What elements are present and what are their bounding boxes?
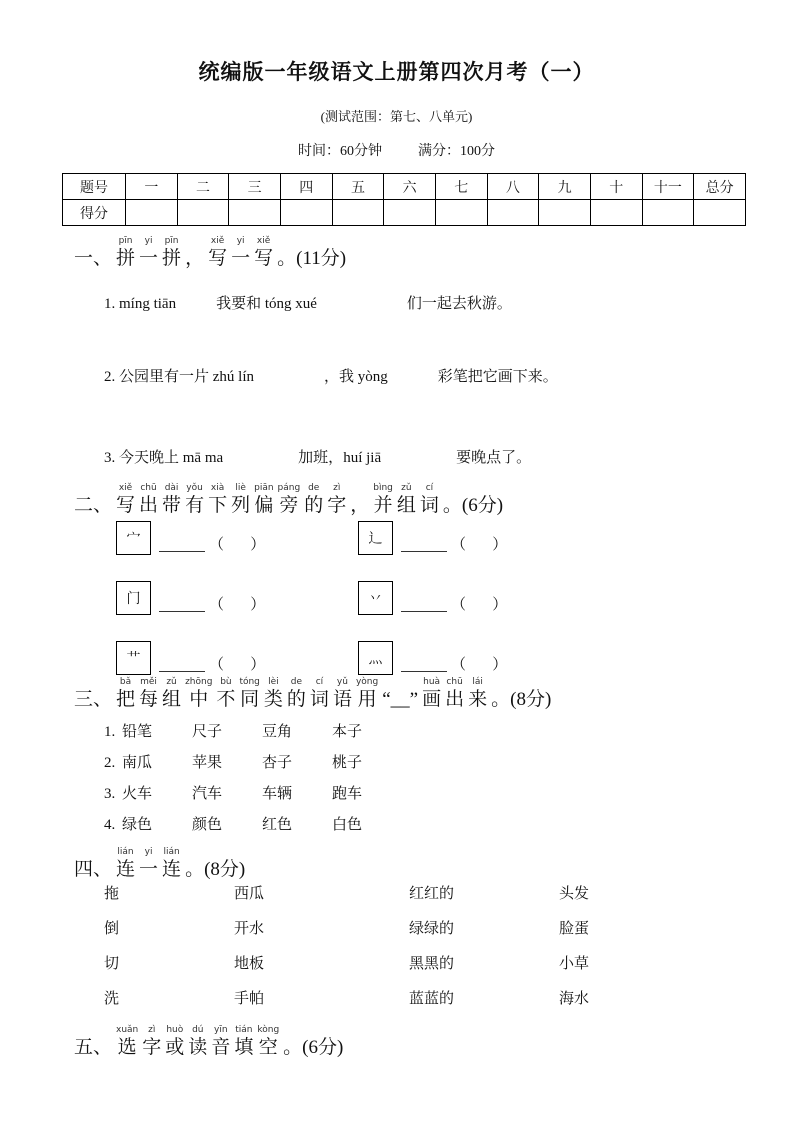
score-input-cell xyxy=(487,200,539,226)
hanzi-text: 一 xyxy=(231,248,251,269)
word-parentheses: （ ） xyxy=(209,537,266,553)
section-5-heading xyxy=(74,1025,793,1059)
hanzi-text: 字 xyxy=(327,495,347,516)
hanzi-text: 中 xyxy=(189,689,209,710)
ruby-word xyxy=(231,483,250,517)
radical-box: 丷 xyxy=(358,581,393,615)
answer-blank xyxy=(254,380,324,381)
score-input-cell xyxy=(539,200,591,226)
hanzi-text: 类 xyxy=(263,689,283,710)
radical-item xyxy=(358,641,600,675)
ruby-word xyxy=(139,236,158,270)
radical-box: 辶 xyxy=(358,521,393,555)
row-number: 3. xyxy=(104,786,116,802)
pinyin-annotation: xià xyxy=(210,483,225,493)
pinyin-annotation: bǎ xyxy=(119,677,132,687)
ruby-word xyxy=(443,483,503,517)
match-word: 小草 xyxy=(559,956,590,972)
radical-box: 宀 xyxy=(116,521,151,555)
hanzi-text: 拼 xyxy=(162,248,182,269)
row-number: 2. xyxy=(104,755,116,771)
pinyin-annotation: yi xyxy=(144,847,153,857)
ruby-word xyxy=(231,236,250,270)
score-input-cell xyxy=(384,200,436,226)
answer-line xyxy=(401,549,447,552)
ruby-word xyxy=(277,236,346,270)
sentence-text: 3. 今天晚上 xyxy=(104,450,183,466)
match-word: 拖 xyxy=(104,886,120,902)
ruby-word xyxy=(445,677,464,711)
section-3-heading xyxy=(74,677,793,711)
hanzi-text: 填 xyxy=(234,1037,254,1058)
hanzi-text: 出 xyxy=(445,689,465,710)
radical-row xyxy=(116,581,793,615)
match-word: 开水 xyxy=(234,921,265,937)
score-input-cell xyxy=(694,200,746,226)
match-row xyxy=(104,885,793,904)
score-table-header-cell: 总分 xyxy=(694,174,746,200)
hanzi-text: 写 xyxy=(208,248,228,269)
match-word: 蓝蓝的 xyxy=(409,991,455,1007)
answer-line xyxy=(159,609,205,612)
pinyin-annotation: měi xyxy=(140,677,157,687)
pinyin-annotation: kòng xyxy=(257,1025,280,1035)
ruby-word xyxy=(373,483,393,517)
pinyin-annotation: lián xyxy=(117,847,134,857)
pinyin-annotation: chū xyxy=(140,483,157,493)
pinyin-annotation: lái xyxy=(472,677,483,687)
hanzi-text: 把 xyxy=(116,689,136,710)
match-row xyxy=(104,920,793,939)
word: 杏子 xyxy=(262,755,293,771)
sentence-text: 彩笔把它画下来。 xyxy=(437,369,558,385)
pinyin-annotation: huò xyxy=(166,1025,184,1035)
ruby-word xyxy=(264,677,283,711)
score-input-cell xyxy=(332,200,384,226)
answer-line xyxy=(401,669,447,672)
ruby-word xyxy=(327,483,346,517)
word: 尺子 xyxy=(192,724,223,740)
pinyin-annotation: tóng xyxy=(239,677,260,687)
ruby-word xyxy=(422,677,441,711)
hanzi-text: 或 xyxy=(165,1037,185,1058)
sentence-text: ，我 xyxy=(324,369,358,385)
hanzi-text: 有 xyxy=(185,495,205,516)
radical-box: 艹 xyxy=(116,641,151,675)
hanzi-text: 下 xyxy=(208,495,228,516)
test-scope: (测试范围：第七、八单元) xyxy=(320,109,473,124)
score-table-header-cell: 五 xyxy=(332,174,384,200)
hanzi-text: 语 xyxy=(332,689,352,710)
ruby-word xyxy=(491,677,551,711)
word-group-row xyxy=(104,816,793,835)
sentence-text: 们一起去秋游。 xyxy=(406,296,512,312)
ruby-word xyxy=(239,677,259,711)
hanzi-text: 二、 xyxy=(74,495,113,516)
pinyin-annotation: yǒu xyxy=(186,483,203,493)
ruby-word xyxy=(116,236,135,270)
answer-blank xyxy=(388,380,438,381)
section-1-body xyxy=(0,294,793,469)
pinyin-annotation: chū xyxy=(446,677,463,687)
hanzi-text: “__” xyxy=(382,689,419,710)
hanzi-text: 旁 xyxy=(279,495,299,516)
section-1-heading xyxy=(74,236,793,270)
score-table-header-cell: 九 xyxy=(539,174,591,200)
hanzi-text: 一 xyxy=(139,248,159,269)
score-input-cell xyxy=(229,200,281,226)
pinyin-annotation: pīn xyxy=(118,236,133,246)
match-word: 手帕 xyxy=(234,991,265,1007)
radical-box: 灬 xyxy=(358,641,393,675)
ruby-word xyxy=(310,677,329,711)
word-parentheses: （ ） xyxy=(209,657,266,673)
ruby-word xyxy=(211,1025,230,1059)
match-word: 头发 xyxy=(559,886,590,902)
ruby-word xyxy=(356,677,378,711)
ruby-word xyxy=(304,483,323,517)
ruby-word xyxy=(162,677,181,711)
hanzi-text: 组 xyxy=(162,689,182,710)
score-table-header-cell: 六 xyxy=(384,174,436,200)
ruby-word xyxy=(216,677,235,711)
hanzi-text: 偏 xyxy=(254,495,274,516)
hanzi-text: 。(6分) xyxy=(442,495,504,516)
word: 绿色 xyxy=(122,817,153,833)
pinyin-annotation: zì xyxy=(333,483,341,493)
pinyin-word: yòng xyxy=(357,369,388,385)
word-group-row xyxy=(104,785,793,804)
pinyin-word: míng tiān xyxy=(119,296,177,312)
hanzi-text: 组 xyxy=(396,495,416,516)
sentence-text: 我要和 xyxy=(216,296,265,312)
ruby-word xyxy=(74,236,112,270)
hanzi-text: 。(8分) xyxy=(185,859,246,880)
hanzi-text: 出 xyxy=(139,495,159,516)
word: 铅笔 xyxy=(122,724,153,740)
ruby-word xyxy=(420,483,439,517)
word-parentheses: （ ） xyxy=(451,657,508,673)
word-parentheses: （ ） xyxy=(451,597,508,613)
hanzi-text: 的 xyxy=(304,495,324,516)
hanzi-text: 。(8分) xyxy=(491,689,552,710)
pinyin-annotation: yi xyxy=(144,236,153,246)
ruby-word xyxy=(333,677,352,711)
pinyin-annotation: lèi xyxy=(268,677,279,687)
ruby-word xyxy=(162,236,181,270)
pinyin-word: tóng xué xyxy=(264,296,317,312)
hanzi-text: 并 xyxy=(373,495,393,516)
match-word: 脸蛋 xyxy=(559,921,590,937)
match-row xyxy=(104,990,793,1009)
pinyin-annotation: dài xyxy=(164,483,179,493)
match-word: 黑黑的 xyxy=(409,956,455,972)
pinyin-annotation: dú xyxy=(192,1025,204,1035)
radical-row xyxy=(116,521,793,555)
score-input-cell xyxy=(435,200,487,226)
hanzi-text: 写 xyxy=(116,495,136,516)
pinyin-annotation: piān xyxy=(254,483,274,493)
score-input-cell xyxy=(590,200,642,226)
hanzi-text: ， xyxy=(185,248,205,269)
section-2-heading xyxy=(74,483,793,517)
score-table-header-cell: 八 xyxy=(487,174,539,200)
pinyin-annotation: xiě xyxy=(256,236,271,246)
pinyin-annotation: zhōng xyxy=(185,677,213,687)
ruby-word xyxy=(287,677,306,711)
ruby-word xyxy=(185,236,204,270)
match-word: 倒 xyxy=(104,921,120,937)
fill-in-sentence xyxy=(104,294,793,315)
row-number: 1. xyxy=(104,724,116,740)
section-4-body xyxy=(104,885,793,1009)
ruby-word xyxy=(162,847,181,881)
word: 桃子 xyxy=(332,755,363,771)
hanzi-text: 用 xyxy=(357,689,377,710)
pinyin-annotation: lián xyxy=(163,847,180,857)
sentence-text: 2. 公园里有一片 xyxy=(104,369,213,385)
ruby-word xyxy=(350,483,369,517)
pinyin-annotation: bìng xyxy=(373,483,393,493)
ruby-word xyxy=(116,1025,138,1059)
pinyin-annotation: xuǎn xyxy=(116,1025,139,1035)
hanzi-text: 音 xyxy=(211,1037,231,1058)
hanzi-text: 连 xyxy=(162,859,182,880)
pinyin-annotation: yǔ xyxy=(336,677,348,687)
hanzi-text: 四、 xyxy=(74,859,113,880)
pinyin-annotation: tián xyxy=(235,1025,253,1035)
hanzi-text: 三、 xyxy=(74,689,113,710)
hanzi-text: 列 xyxy=(231,495,251,516)
pinyin-annotation: pīn xyxy=(164,236,179,246)
pinyin-annotation: yīn xyxy=(214,1025,228,1035)
answer-blank xyxy=(176,307,216,308)
hanzi-text: 。(11分) xyxy=(277,248,347,269)
section-4-heading xyxy=(74,847,793,881)
pinyin-word: zhú lín xyxy=(212,369,255,385)
answer-blank xyxy=(223,461,298,462)
ruby-word xyxy=(74,677,112,711)
word: 南瓜 xyxy=(122,755,153,771)
hanzi-text: 写 xyxy=(254,248,274,269)
pinyin-annotation: zǔ xyxy=(166,677,177,687)
pinyin-annotation: páng xyxy=(277,483,301,493)
match-word: 切 xyxy=(104,956,120,972)
page-title: 统编版一年级语文上册第四次月考（一） xyxy=(198,61,595,84)
score-input-cell xyxy=(126,200,178,226)
pinyin-annotation: zǔ xyxy=(401,483,412,493)
word: 车辆 xyxy=(262,786,293,802)
pinyin-annotation: cí xyxy=(425,483,434,493)
pinyin-annotation: xiě xyxy=(118,483,133,493)
hanzi-text: 读 xyxy=(188,1037,208,1058)
score-table-label: 得分 xyxy=(63,200,126,226)
ruby-word xyxy=(397,483,416,517)
word-parentheses: （ ） xyxy=(451,537,508,553)
word: 本子 xyxy=(332,724,363,740)
hanzi-text: 画 xyxy=(422,689,442,710)
score-input-cell xyxy=(642,200,694,226)
hanzi-text: 每 xyxy=(139,689,159,710)
match-word: 红红的 xyxy=(409,886,455,902)
radical-box: 门 xyxy=(116,581,151,615)
pinyin-annotation: xiě xyxy=(210,236,225,246)
ruby-word xyxy=(283,1025,343,1059)
ruby-word xyxy=(254,236,273,270)
fill-in-sentence xyxy=(104,448,793,469)
pinyin-annotation: yi xyxy=(236,236,245,246)
radical-item xyxy=(116,521,358,555)
pinyin-annotation: de xyxy=(290,677,303,687)
pinyin-annotation: liè xyxy=(235,483,246,493)
full-score-label: 满分：100分 xyxy=(418,144,495,159)
ruby-word xyxy=(165,1025,184,1059)
ruby-word xyxy=(139,483,158,517)
ruby-word xyxy=(188,1025,207,1059)
pinyin-annotation: yòng xyxy=(355,677,379,687)
hanzi-text: ， xyxy=(350,495,370,516)
radical-item xyxy=(116,641,358,675)
score-table xyxy=(62,173,746,226)
ruby-word xyxy=(234,1025,253,1059)
ruby-word xyxy=(74,1025,112,1059)
hanzi-text: 词 xyxy=(309,689,329,710)
score-table-header-cell: 十 xyxy=(590,174,642,200)
hanzi-text: 来 xyxy=(468,689,488,710)
fill-in-sentence xyxy=(104,367,793,388)
answer-line xyxy=(159,549,205,552)
pinyin-annotation: de xyxy=(308,483,320,493)
sentence-text: 加班， xyxy=(298,450,344,466)
ruby-word xyxy=(208,236,227,270)
ruby-word xyxy=(74,483,112,517)
hanzi-text: 一 xyxy=(139,859,159,880)
pinyin-annotation: bù xyxy=(220,677,232,687)
radical-item xyxy=(358,521,600,555)
word: 豆角 xyxy=(262,724,293,740)
pinyin-annotation: huà xyxy=(423,677,441,687)
ruby-word xyxy=(185,483,204,517)
time-limit-label: 时间：60分钟 xyxy=(298,144,382,159)
score-table-header-cell: 三 xyxy=(229,174,281,200)
match-word: 西瓜 xyxy=(234,886,265,902)
ruby-word xyxy=(185,677,212,711)
ruby-word xyxy=(116,847,135,881)
hanzi-text: 选 xyxy=(117,1037,137,1058)
match-word: 绿绿的 xyxy=(409,921,455,937)
ruby-word xyxy=(278,483,301,517)
word: 颜色 xyxy=(192,817,223,833)
hanzi-text: 连 xyxy=(116,859,136,880)
match-word: 海水 xyxy=(559,991,590,1007)
pinyin-word: huí jiā xyxy=(343,450,382,466)
hanzi-text: 空 xyxy=(258,1037,278,1058)
pinyin-annotation: zì xyxy=(148,1025,156,1035)
sentence-text: 要晚点了。 xyxy=(456,450,532,466)
score-table-header-cell: 七 xyxy=(435,174,487,200)
score-table-header-cell: 二 xyxy=(177,174,229,200)
section-2-body xyxy=(116,521,793,675)
hanzi-text: 字 xyxy=(142,1037,162,1058)
ruby-word xyxy=(162,483,181,517)
match-row xyxy=(104,955,793,974)
score-table-header-cell: 四 xyxy=(280,174,332,200)
radical-row xyxy=(116,641,793,675)
hanzi-text: 不 xyxy=(216,689,236,710)
score-input-cell xyxy=(177,200,229,226)
hanzi-text: 拼 xyxy=(116,248,136,269)
score-table-label: 题号 xyxy=(63,174,126,200)
section-3-body xyxy=(104,723,793,835)
word-group-row xyxy=(104,754,793,773)
ruby-word xyxy=(382,677,418,711)
radical-item xyxy=(358,581,600,615)
ruby-word xyxy=(254,483,273,517)
ruby-word xyxy=(139,847,158,881)
radical-item xyxy=(116,581,358,615)
ruby-word xyxy=(74,847,112,881)
word: 苹果 xyxy=(192,755,223,771)
ruby-word xyxy=(468,677,487,711)
hanzi-text: 词 xyxy=(419,495,439,516)
ruby-word xyxy=(116,483,135,517)
word: 白色 xyxy=(332,817,363,833)
answer-blank xyxy=(381,461,456,462)
pinyin-annotation: cí xyxy=(315,677,324,687)
hanzi-text: 一、 xyxy=(74,248,113,269)
row-number: 4. xyxy=(104,817,116,833)
exam-meta xyxy=(0,143,793,161)
answer-blank xyxy=(317,307,407,308)
score-table-header-cell: 一 xyxy=(126,174,178,200)
ruby-word xyxy=(208,483,227,517)
answer-line xyxy=(401,609,447,612)
hanzi-text: 。(6分) xyxy=(283,1037,344,1058)
sentence-text: 1. xyxy=(104,296,119,312)
word-parentheses: （ ） xyxy=(209,597,266,613)
ruby-word xyxy=(142,1025,161,1059)
hanzi-text: 带 xyxy=(162,495,182,516)
word-group-row xyxy=(104,723,793,742)
match-word: 洗 xyxy=(104,991,120,1007)
score-table-header-cell: 十一 xyxy=(642,174,694,200)
hanzi-text: 同 xyxy=(240,689,260,710)
word: 汽车 xyxy=(192,786,223,802)
word: 红色 xyxy=(262,817,293,833)
ruby-word xyxy=(139,677,158,711)
ruby-word xyxy=(257,1025,279,1059)
score-input-cell xyxy=(280,200,332,226)
answer-line xyxy=(159,669,205,672)
hanzi-text: 的 xyxy=(286,689,306,710)
hanzi-text: 五、 xyxy=(74,1037,113,1058)
ruby-word xyxy=(185,847,245,881)
word: 火车 xyxy=(122,786,153,802)
pinyin-word: mā ma xyxy=(182,450,224,466)
ruby-word xyxy=(116,677,135,711)
match-word: 地板 xyxy=(234,956,265,972)
word: 跑车 xyxy=(332,786,363,802)
